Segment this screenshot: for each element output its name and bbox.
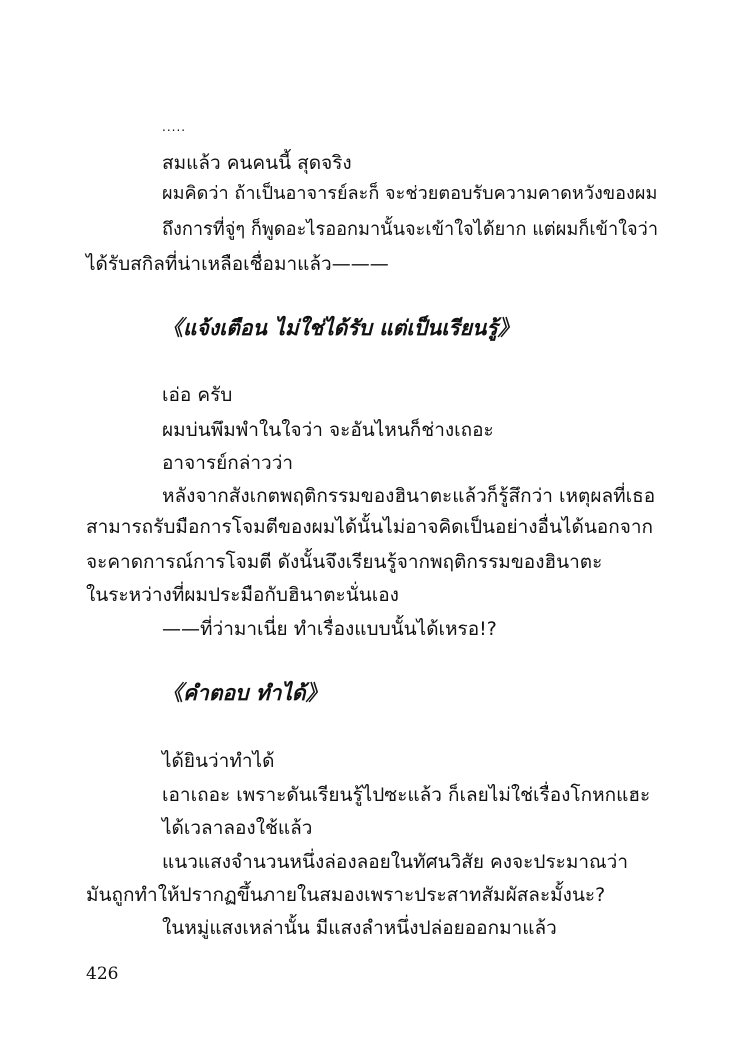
text-line: ——ที่ว่ามาเนี่ย ทำเรื่องแบบนั้นได้เหรอ!? [162,618,497,640]
system-notice-heading: 《แจ้งเตือน ไม่ใช่ได้รับ แต่เป็นเรียนรู้》 [162,315,519,340]
text-line: อาจารย์กล่าวว่า [162,452,294,474]
text-line: เอ่อ ครับ [162,384,233,406]
text-line: เอาเถอะ เพราะดันเรียนรู้ไปซะแล้ว ก็เลยไม่ใช่เรื่องโกหกแฮะ [162,784,651,806]
text-line: มันถูกทำให้ปรากฏขึ้นภายในสมองเพราะประสาทสัมผัสละมั้งนะ? [86,884,606,906]
page-number: 426 [86,964,119,984]
text-line: ในหมู่แสงเหล่านั้น มีแสงลำหนึ่งปล่อยออกมาแล้ว [162,917,557,939]
text-line: ผมบ่นพึมพำในใจว่า จะอันไหนก็ช่างเถอะ [162,419,494,441]
text-line: สามารถรับมือการโจมตีของผมได้นั้นไม่อาจคิดเป็นอย่างอื่นได้นอกจาก [86,516,654,538]
system-answer-heading: 《คำตอบ ทำได้》 [162,680,327,705]
text-line: จะคาดการณ์การโจมตี ดังนั้นจึงเรียนรู้จากพฤติกรรมของฮินาตะ [86,551,603,573]
text-line: สมแล้ว คนคนนี้ สุดจริง [162,152,352,174]
text-line: แนวแสงจำนวนหนึ่งล่องลอยในทัศนวิสัย คงจะประมาณว่า [162,851,629,873]
text-line: หลังจากสังเกตพฤติกรรมของฮินาตะแล้วก็รู้สึกว่า เหตุผลที่เธอ [162,485,656,507]
text-line: ได้ยินว่าทำได้ [162,750,275,772]
text-line: ผมคิดว่า ถ้าเป็นอาจารย์ละก็ จะช่วยตอบรับความคาดหวังของผม [162,183,658,204]
text-line: ในระหว่างที่ผมประมือกับฮินาตะนั่นเอง [86,584,399,606]
ellipsis-marker: ..... [162,120,187,134]
text-line: ถึงการที่จู่ๆ ก็พูดอะไรออกมานั้นจะเข้าใจได้ยาก แต่ผมก็เข้าใจว่า [162,219,659,240]
text-line: ได้เวลาลองใช้แล้ว [162,817,313,839]
text-line: ได้รับสกิลที่น่าเหลือเชื่อมาแล้ว——— [86,253,389,275]
